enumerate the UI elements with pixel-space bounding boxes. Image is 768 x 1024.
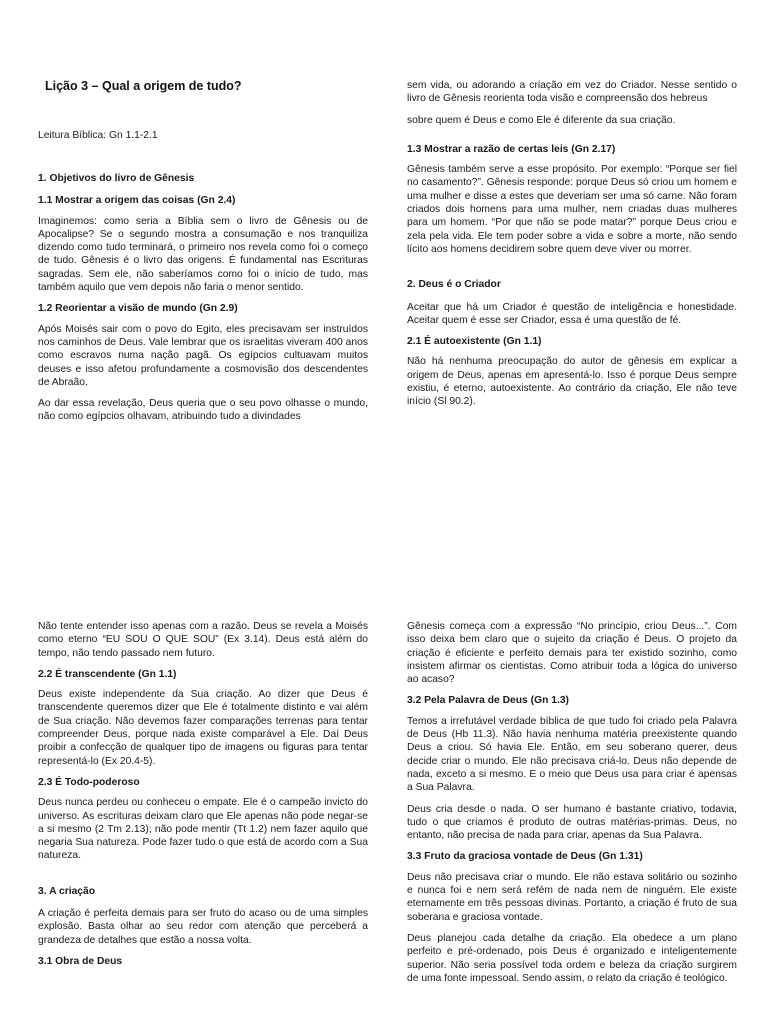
heading-3-2: 3.2 Pela Palavra de Deus (Gn 1.3) <box>407 695 569 707</box>
paragraph-2-3: Deus nunca perdeu ou conheceu o empate. Ele é o campeão invicto do universo. As escrituras deixam claro que Ele apenas não pode negar-se a si mesmo (2 Tm 2.13); não pode mentir (Tt 1.2) nem fazer aquilo que negaria Sua natureza. Pode fazer tudo o que está de acordo com a Sua natureza. <box>38 797 368 862</box>
paragraph-1-2b: Ao dar essa revelação, Deus queria que o seu povo olhasse o mundo, não como egípcios olhavam, atribuindo tudo a divindades <box>38 398 368 423</box>
heading-section-3: 3. A criação <box>38 885 96 897</box>
heading-2-1: 2.1 É autoexistente (Gn 1.1) <box>407 336 542 348</box>
heading-1-3: 1.3 Mostrar a razão de certas leis (Gn 2.17) <box>407 143 616 155</box>
paragraph-2: Aceitar que há um Criador é questão de inteligência e honestidade. Aceitar quem é esse ser Criador, essa é uma questão de fé. <box>407 301 737 326</box>
heading-2-3: 2.3 É Todo-poderoso <box>38 776 140 788</box>
column-bottom-right <box>407 620 737 993</box>
paragraph-3-2b: Deus cria desde o nada. O ser humano é bastante criativo, todavia, tudo o que criamos é produto de outras matérias-primas. Deus, no entanto, não precisa de nada para criar, apenas da Sua Palavra. <box>407 803 737 842</box>
paragraph-2-1: Não há nenhuma preocupação do autor de gênesis em explicar a origem de Deus, apenas em apresentá-lo. Isso é porque Deus sempre existiu, é eterno, autoexistente. Ao contrário da criação, Ele não teve início (Sl 90.2). <box>407 356 737 408</box>
paragraph-1-1: Imaginemos: como seria a Bíblia sem o livro de Gênesis ou de Apocalipse? Se o segundo mostra a consumação e nos tranquiliza dizendo como tudo terminará, o primeiro nos revela como foi o começo de tudo. Gênesis é o livro das origens. É fundamental nas Escrituras sagradas. Sem ele, não saberíamos como foi o início de tudo, mas também aquilo que vem depois não faria o menor sentido. <box>38 215 368 294</box>
heading-section-1: 1. Objetivos do livro de Gênesis <box>38 173 195 184</box>
paragraph-1-2-continued: sem vida, ou adorando a criação em vez do Criador. Nesse sentido o livro de Gênesis reorienta toda visão e compreensão dos hebreus <box>407 80 737 105</box>
paragraph-3-3a: Deus não precisava criar o mundo. Ele não estava solitário ou sozinho e nunca foi e nem será refém de nada nem de ninguém. Ele existe eternamente em três pessoas divinas. Portanto, a criação é fruto de sua soberana e graciosa vontade. <box>407 871 737 923</box>
column-top-left <box>38 172 368 432</box>
heading-section-2: 2. Deus é o Criador <box>407 279 501 291</box>
paragraph-1-2a: Após Moisés sair com o povo do Egito, eles precisavam ser instruídos nos caminhos de Deus. Vale lembrar que os israelitas viveram 400 anos como escravos numa nação pagã. Os egípcios cultuavam muitos deuses e isso afetou profundamente a cosmovisão dos descendentes de Abraão. <box>38 323 368 388</box>
heading-2-2: 2.2 É transcendente (Gn 1.1) <box>38 668 177 680</box>
column-bottom-left <box>38 620 368 975</box>
paragraph-1-2-continued-2: sobre quem é Deus e como Ele é diferente da sua criação. <box>407 114 676 126</box>
paragraph-3-1: Gênesis começa com a expressão “No princípio, criou Deus...”. Com isso deixa bem claro que o sujeito da criação é Deus. O projeto da criação é eficiente e perfeito demais para ter existido sozinho, como insistem afirmar os cientistas. Como atribuir toda a lógica do universo ao acaso? <box>407 621 737 686</box>
lesson-title: Lição 3 – Qual a origem de tudo? <box>45 79 242 93</box>
paragraph-3-2a: Temos a irrefutável verdade bíblica de que tudo foi criado pela Palavra de Deus (Hb 11.3). Não havia nenhuma matéria preexistente quando Deus a criou. Só havia Ele. Então, em seu soberano querer, deus decide criar o mundo. Ele não precisava criá-lo. Deus não depende de nada, exceto a si mesmo. E o meio que Deus usa para criar é apensas a Sua Palavra. <box>407 715 737 794</box>
heading-3-3: 3.3 Fruto da graciosa vontade de Deus (Gn 1.31) <box>407 851 643 863</box>
column-top-right <box>407 79 737 417</box>
bible-reading: Leitura Bíblica: Gn 1.1-2.1 <box>38 130 158 141</box>
paragraph-2-2: Deus existe independente da Sua criação. Ao dizer que Deus é transcendente queremos dizer que Ele é totalmente distinto e vai além de Sua criação. Não devemos fazer comparações terrenas para tentar compreender Deus, porque nada existe comparável a Ele. Daí Deus proibir a confecção de qualquer tipo de imagens ou figuras para tentar representá-lo (Ex 20.4-5). <box>38 689 368 767</box>
paragraph-1-3: Gênesis também serve a esse propósito. Por exemplo: “Porque ser fiel no casamento?”. Gênesis responde: porque Deus só criou um homem e uma mulher e disse a estes que deveriam ser uma só carne. Não foram criados dois homens para uma mulher, nem criadas duas mulheres para um homem. “Por que não se pode matar?” porque Deus criou e zela pela vida. Ele tem poder sobre a vida e sobre a morte, não sendo lícito aos homens decidirem sobre quem deve viver ou morrer. <box>407 164 737 255</box>
heading-1-2: 1.2 Reorientar a visão de mundo (Gn 2.9) <box>38 303 238 315</box>
heading-1-1: 1.1 Mostrar a origem das coisas (Gn 2.4) <box>38 195 236 207</box>
paragraph-3-3b: Deus planejou cada detalhe da criação. Ela obedece a um plano perfeito e pré-ordenado, pois Deus é organizado e inteligentemente superior. Não seria possível toda ordem e beleza da criação surgirem de uma fonte impessoal. Sendo assim, o relato da criação é teológico. <box>407 932 737 984</box>
paragraph-2-1-continued: Não tente entender isso apenas com a razão. Deus se revela a Moisés como eterno “EU SOU O QUE SOU” (Ex 3.14). Deus está além do tempo, não tendo passado nem futuro. <box>38 621 368 659</box>
heading-3-1: 3.1 Obra de Deus <box>38 955 123 967</box>
paragraph-3: A criação é perfeita demais para ser fruto do acaso ou de uma simples explosão. Basta olhar ao seu redor com atenção que perceberá a grandeza de detalhes que estão a nossa volta. <box>38 908 368 946</box>
